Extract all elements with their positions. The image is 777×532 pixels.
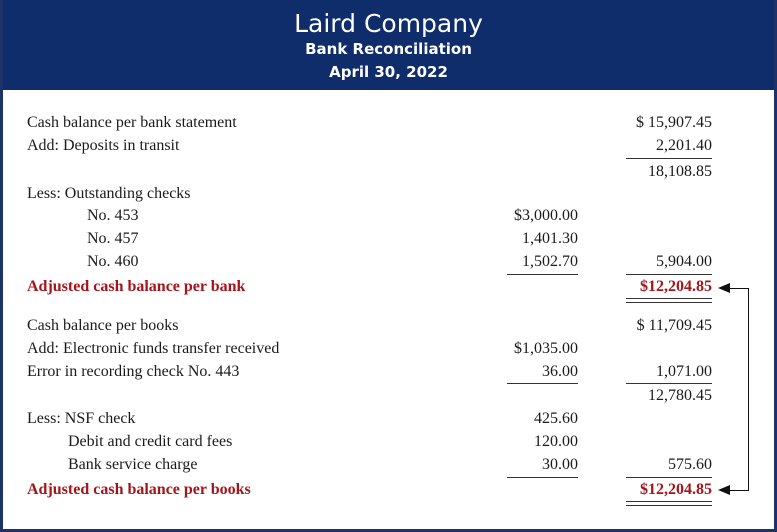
row-bank-subtotal xyxy=(3,161,774,183)
underline xyxy=(507,274,578,275)
row-label: No. 453 xyxy=(87,207,139,224)
underline xyxy=(626,477,712,478)
row-amount-col1: 30.00 xyxy=(542,456,578,473)
row-card-fees xyxy=(3,431,774,453)
report-date: April 30, 2022 xyxy=(329,63,448,81)
row-label: Less: Outstanding checks xyxy=(27,185,191,202)
underline xyxy=(507,383,578,384)
connector-line xyxy=(730,288,749,289)
row-label: Cash balance per books xyxy=(27,317,179,334)
company-title: Laird Company xyxy=(294,9,483,38)
adjusted-bank-value: $12,204.85 xyxy=(640,278,712,295)
underline xyxy=(507,477,578,478)
row-amount: 5,904.00 xyxy=(656,253,712,270)
row-amount-col1: 1,502.70 xyxy=(522,253,578,270)
row-cash-per-books xyxy=(3,315,774,337)
adjusted-books-value: $12,204.85 xyxy=(640,481,712,498)
row-nsf-check xyxy=(3,408,774,430)
row-label: Cash balance per bank statement xyxy=(27,114,237,131)
row-amount-col1: 425.60 xyxy=(534,410,578,427)
row-label: Bank service charge xyxy=(68,456,198,473)
row-amount-col1: 120.00 xyxy=(534,433,578,450)
row-amount-col1: 36.00 xyxy=(542,363,578,380)
connector-line xyxy=(748,288,749,491)
row-error-check-443 xyxy=(3,361,774,383)
adjusted-books-label: Adjusted cash balance per books xyxy=(27,481,251,498)
row-label: Add: Electronic funds transfer received xyxy=(27,340,280,357)
row-amount: $ 15,907.45 xyxy=(636,114,712,131)
row-check-457 xyxy=(3,228,774,250)
row-label: Add: Deposits in transit xyxy=(27,137,180,154)
row-amount: 12,780.45 xyxy=(648,387,712,404)
adjusted-bank-label: Adjusted cash balance per bank xyxy=(27,278,246,295)
row-amount: $ 11,709.45 xyxy=(636,317,712,334)
row-deposits-in-transit xyxy=(3,135,774,157)
row-check-460 xyxy=(3,251,774,273)
row-label: Less: NSF check xyxy=(27,410,136,427)
row-amount-col1: 1,401.30 xyxy=(522,230,578,247)
row-label: Debit and credit card fees xyxy=(68,433,233,450)
underline xyxy=(626,383,712,384)
row-amount: 1,071.00 xyxy=(656,363,712,380)
underline xyxy=(626,158,712,159)
row-adjusted-bank xyxy=(3,276,774,298)
double-underline xyxy=(626,501,712,506)
row-amount: 18,108.85 xyxy=(648,163,712,180)
row-less-outstanding-checks xyxy=(3,183,774,205)
double-underline xyxy=(626,298,712,303)
row-label: No. 460 xyxy=(87,253,139,270)
underline xyxy=(626,274,712,275)
row-label: No. 457 xyxy=(87,230,139,247)
header-banner xyxy=(0,0,777,90)
row-adjusted-books xyxy=(3,479,774,501)
row-amount: 2,201.40 xyxy=(656,137,712,154)
row-amount: 575.60 xyxy=(668,456,712,473)
connector-line xyxy=(730,490,749,491)
row-check-453 xyxy=(3,205,774,227)
row-amount-col1: $3,000.00 xyxy=(514,207,578,224)
row-books-subtotal xyxy=(3,385,774,407)
row-label: Error in recording check No. 443 xyxy=(27,363,240,380)
row-bank-service-charge xyxy=(3,454,774,476)
row-amount-col1: $1,035.00 xyxy=(514,340,578,357)
arrow-left-icon xyxy=(718,283,730,293)
row-cash-per-bank xyxy=(3,112,774,134)
report-title: Bank Reconciliation xyxy=(305,40,472,58)
arrow-left-icon xyxy=(718,485,730,495)
row-eft-received xyxy=(3,338,774,360)
